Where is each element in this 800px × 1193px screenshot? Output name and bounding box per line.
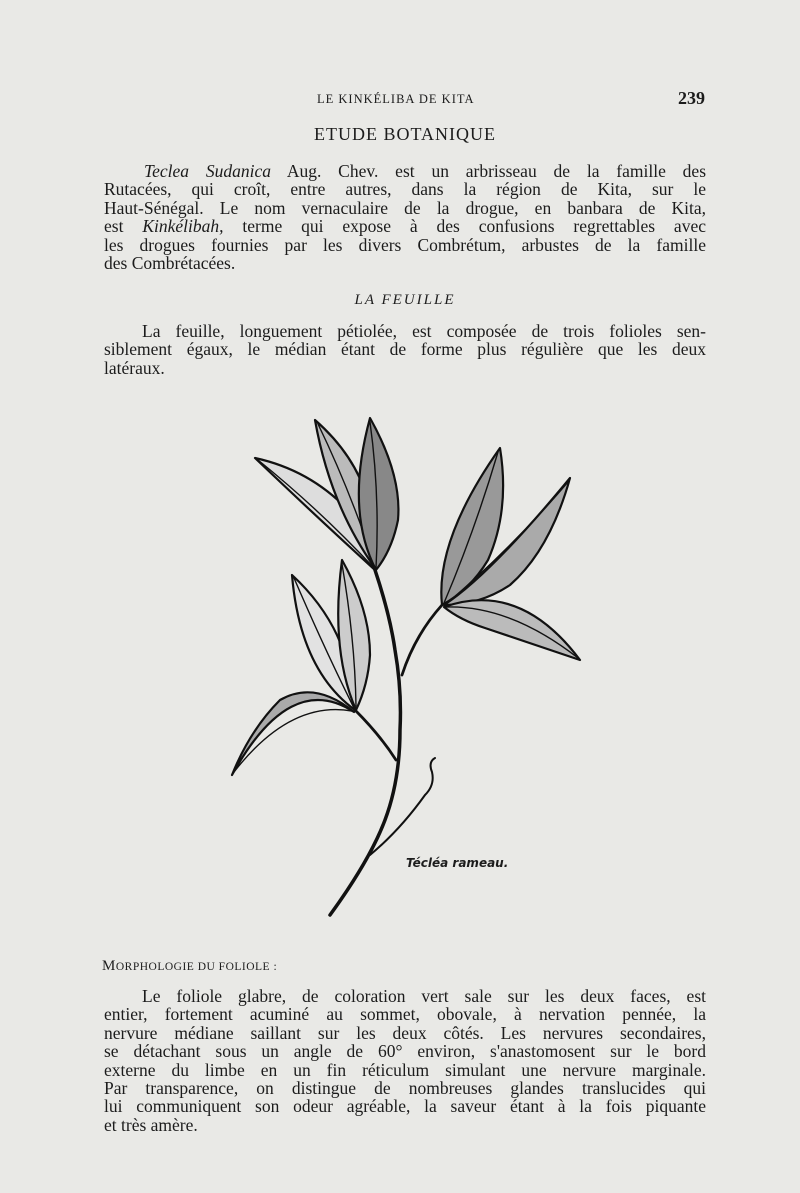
- leaf-subtitle: LA FEUILLE: [354, 292, 456, 308]
- intro-paragraph: [104, 162, 706, 272]
- text-line: Par transparence, on distingue de nombreuses glandes translucides qui: [104, 1078, 706, 1099]
- text-line: nervure médiane saillant sur les deux côtés. Les nervures secondaires,: [104, 1022, 706, 1043]
- heading-rest: ORPHOLOGIE DU FOLIOLE :: [115, 961, 278, 973]
- leaf-paragraph: [104, 322, 706, 377]
- text-span: est: [104, 216, 143, 237]
- morphology-heading: [102, 958, 277, 975]
- page-number: 239: [678, 88, 705, 108]
- figure-caption: Técléa rameau.: [406, 856, 509, 870]
- morphology-paragraph: [104, 987, 706, 1134]
- running-title: LE KINKÉLIBA DE KITA: [317, 92, 475, 106]
- text-line: [104, 162, 706, 180]
- species-name: Teclea Sudanica: [144, 161, 271, 181]
- text-line: La feuille, longuement pétiolée, est composée de trois folioles sen-: [142, 321, 706, 341]
- text-line: latéraux.: [104, 357, 165, 378]
- text-line: siblement égaux, le médian étant de forme plus régulière que les deux: [104, 339, 706, 360]
- text-line: Haut-Sénégal. Le nom vernaculaire de la drogue, en banbara de Kita,: [104, 197, 706, 218]
- text-line: des Combrétacées.: [104, 253, 236, 274]
- heading-initial: M: [102, 958, 116, 974]
- section-title: ETUDE BOTANIQUE: [313, 124, 497, 144]
- text-line: [104, 217, 706, 235]
- teclea-branch-illustration: [220, 400, 600, 930]
- text-line: Rutacées, qui croît, entre autres, dans la région de Kita, sur le: [104, 179, 706, 200]
- text-span: Aug. Chev. est un arbrisseau de la famille des: [271, 161, 707, 181]
- vernacular-name: Kinkélibah,: [142, 216, 224, 237]
- text-line: Le foliole glabre, de coloration vert sale sur les deux faces, est: [142, 986, 706, 1006]
- text-line: se détachant sous un angle de 60° environ, s'anastomosent sur le bord: [104, 1041, 706, 1062]
- text-line: entier, fortement acuminé au sommet, obovale, à nervation pennée, la: [104, 1004, 706, 1025]
- text-span: terme qui expose à des confusions regrettables avec: [223, 216, 706, 237]
- text-line: et très amère.: [104, 1114, 198, 1135]
- text-line: les drogues fournies par les divers Combrétum, arbustes de la famille: [104, 234, 706, 255]
- text-line: externe du limbe en un fin réticulum simulant une nervure marginale.: [104, 1059, 706, 1080]
- text-line: lui communiquent son odeur agréable, la saveur étant à la fois piquante: [104, 1096, 706, 1117]
